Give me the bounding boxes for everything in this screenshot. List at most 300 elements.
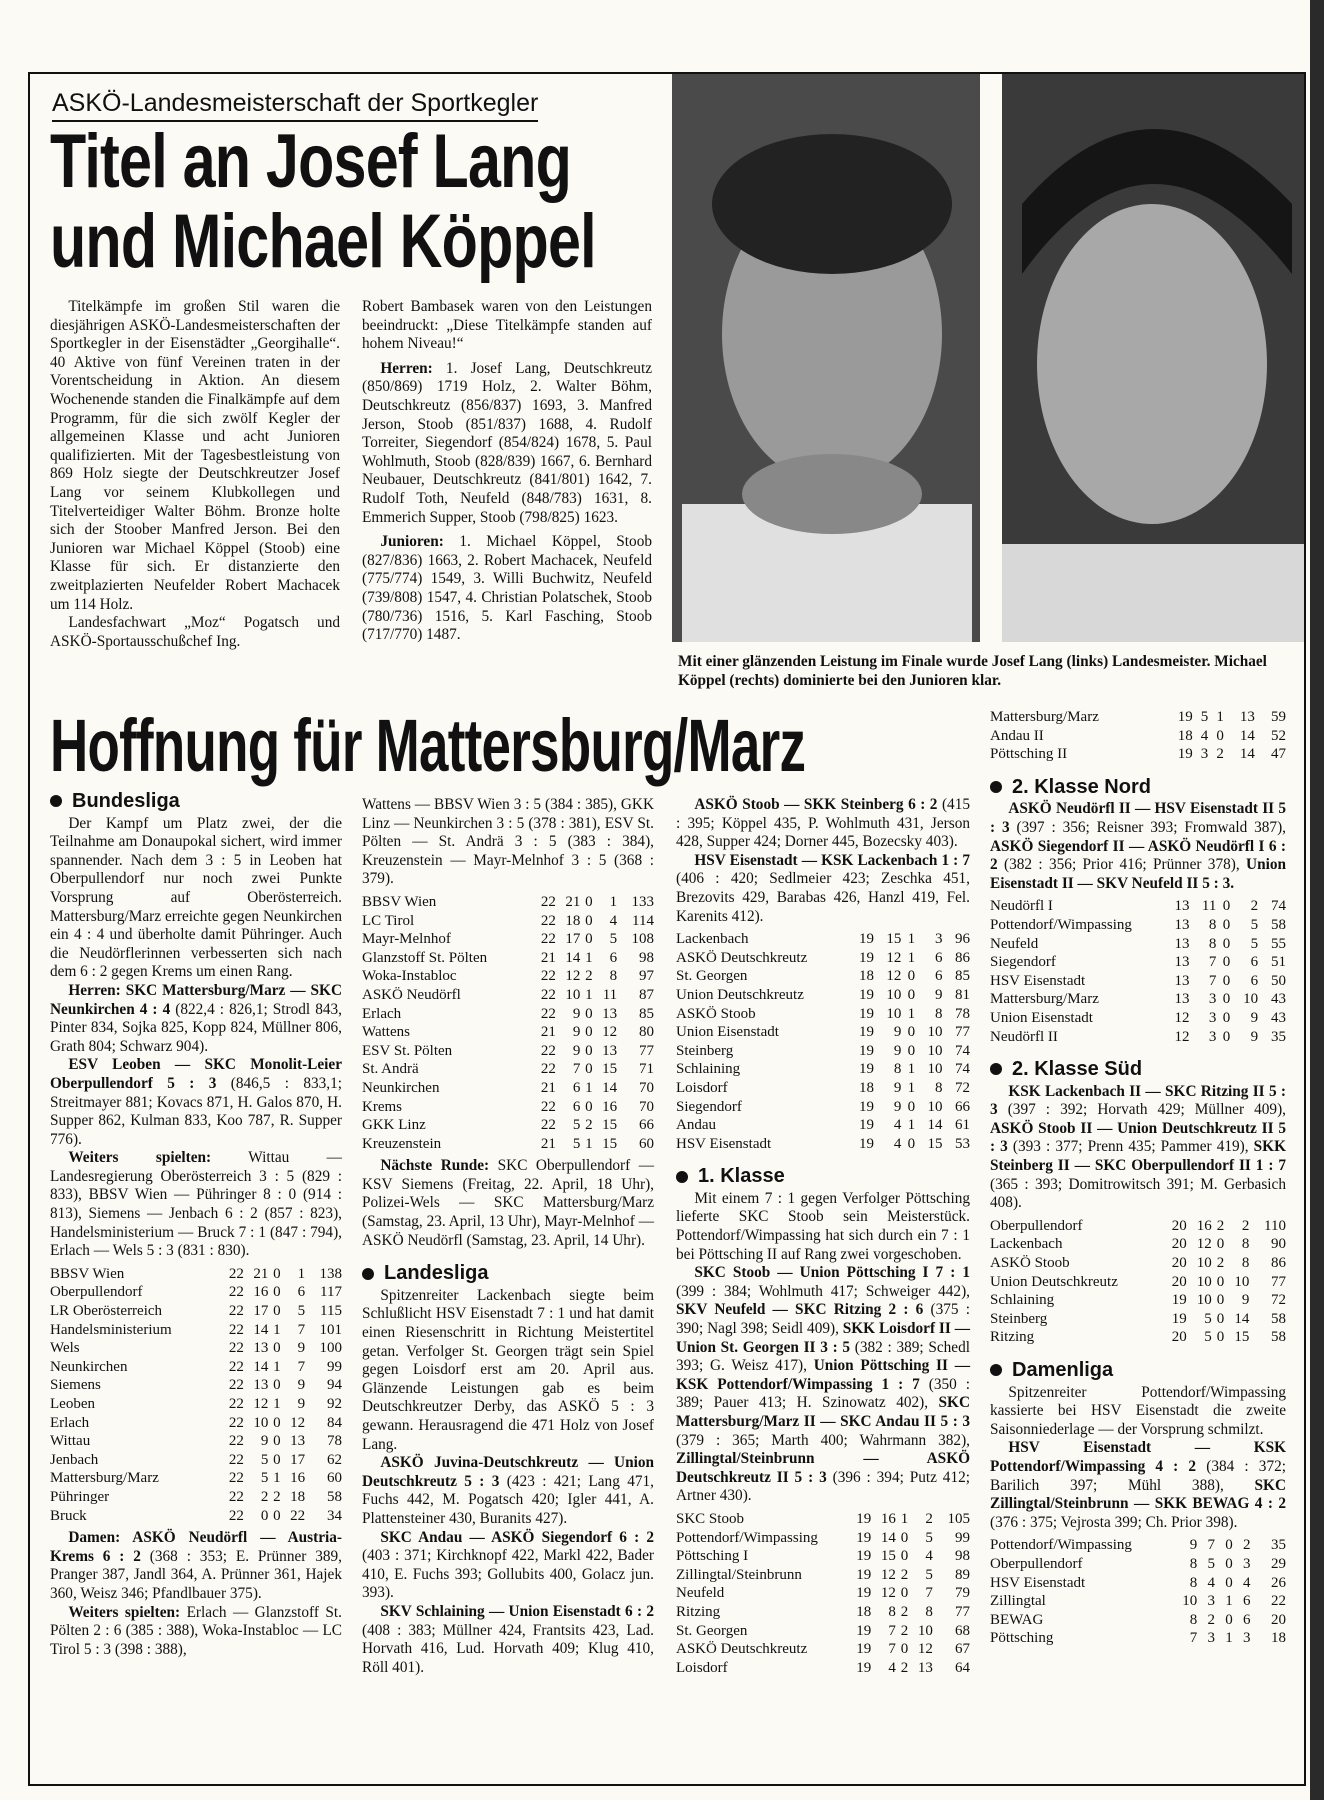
table-row <box>990 1629 1286 1648</box>
stat-cell: 18 <box>858 968 874 985</box>
team-name: Mattersburg/Marz <box>50 1470 159 1487</box>
quote-paragraph: Robert Bambasek waren von den Leistungen beeindruckt: „Diese Titelkämpfe standen auf hohem Niveau!“ <box>362 298 652 353</box>
stat-cell: 77 <box>955 1024 970 1041</box>
team-name: Neudörfl I <box>990 898 1053 915</box>
paragraph: Herren: SKC Mattersburg/Marz — SKC Neunkirchen 4 : 4 (822,4 : 826,1; Strodl 843, Pinter 834, Sojka 825, Kopp 824, Müllner 806, Grath 804; Schwarz 904). <box>50 981 342 1055</box>
stat-cell: 22 <box>540 1005 556 1022</box>
stat-cell: 13 <box>253 1377 269 1394</box>
stat-cell: 8 <box>1208 935 1217 952</box>
table-row <box>362 1098 654 1117</box>
section-2-klasse-sued: 2. Klasse Süd <box>990 1060 1286 1079</box>
stat-cell: 0 <box>1216 1310 1225 1327</box>
stat-cell: 7 <box>888 1622 896 1639</box>
bullet-icon <box>990 1063 1002 1075</box>
stat-cell: 6 <box>1242 1593 1251 1610</box>
stat-cell: 1 <box>273 1321 281 1338</box>
stat-cell: 0 <box>907 1135 916 1152</box>
stat-cell: 7 <box>1189 1630 1198 1647</box>
stat-cell: 1 <box>1225 1593 1233 1610</box>
stat-cell: 10 <box>1234 1273 1250 1290</box>
stat-cell: 12 <box>880 1566 896 1583</box>
stat-cell: 9 <box>893 1042 902 1059</box>
stat-cell: 9 <box>572 1042 581 1059</box>
stat-cell: 1 <box>1216 709 1224 725</box>
team-name: Steinberg <box>990 1310 1048 1327</box>
stat-cell: 0 <box>1222 898 1231 915</box>
team-name: ASKÖ Neudörfl <box>362 986 461 1003</box>
stat-cell: 9 <box>297 1396 306 1412</box>
stat-cell: 0 <box>907 986 916 1003</box>
table-row <box>990 897 1286 916</box>
stat-cell: 2 <box>1242 1537 1251 1554</box>
table-row <box>362 930 654 949</box>
team-name: Glanzstoff St. Pölten <box>362 949 488 966</box>
paragraph: Mit einem 7 : 1 gegen Verfolger Pöttsching lieferte SKC Stoob sein Meisterstück. Pottendorf/Wimpassing hat sich durch ein 7 : 1 bei Pöttsching II auf Rang zwei vorgeschoben. <box>676 1189 970 1263</box>
section-1-klasse: 1. Klasse <box>676 1167 970 1186</box>
stat-cell: 110 <box>1264 1217 1286 1234</box>
stat-cell: 12 <box>1174 1028 1190 1045</box>
intro-paragraph-2: Landesfachwart „Moz“ Pogatsch und ASKÖ-Sportausschußchef Ing. <box>50 614 340 650</box>
stat-cell: 22 <box>228 1303 244 1320</box>
stat-cell: 0 <box>585 1042 593 1059</box>
stat-cell: 9 <box>935 986 943 1003</box>
stat-cell: 2 <box>585 1117 593 1134</box>
stat-cell: 1 <box>273 1396 281 1412</box>
stat-cell: 15 <box>927 1135 943 1152</box>
stat-cell: 22 <box>540 1117 556 1134</box>
table-row <box>676 1023 970 1042</box>
team-name: HSV Eisenstadt <box>676 1135 772 1152</box>
stat-cell: 10 <box>1196 1292 1212 1309</box>
table-row <box>362 1060 654 1079</box>
stat-cell: 19 <box>1171 1292 1187 1309</box>
stat-cell: 4 <box>925 1548 933 1565</box>
stat-cell: 19 <box>856 1529 872 1546</box>
stat-cell: 5 <box>609 931 618 948</box>
table-row <box>990 1328 1286 1347</box>
stat-cell: 20 <box>1271 1611 1286 1628</box>
stat-cell: 0 <box>1216 1292 1225 1309</box>
stat-cell: 12 <box>880 1585 896 1602</box>
stat-cell: 22 <box>228 1284 244 1301</box>
table-row <box>50 1376 342 1395</box>
table-row <box>990 935 1286 954</box>
team-name: Neudörfl II <box>990 1028 1058 1045</box>
team-name: ASKÖ Stoob <box>676 1005 756 1022</box>
stat-cell: 12 <box>290 1414 306 1431</box>
team-name: Pottendorf/Wimpassing <box>990 1537 1132 1554</box>
stat-cell: 81 <box>955 986 970 1003</box>
stat-cell: 3 <box>1242 1555 1251 1572</box>
stat-cell: 77 <box>955 1603 970 1620</box>
paragraph: ESV Leoben — SKC Monolit-Leier Oberpullendorf 5 : 3 (846,5 : 833,1; Streitmayer 881; Kovacs 871, H. Galos 870, H. Supper 862, Kulman 833, Koo 787, R. Supper 776). <box>50 1056 343 1148</box>
stat-cell: 1 <box>1225 1630 1233 1647</box>
stat-cell: 0 <box>585 1024 593 1041</box>
stat-cell: 16 <box>602 1098 618 1115</box>
photo-caption: Mit einer glänzenden Leistung im Finale wurde Josef Lang (links) Landesmeister. Michael Köppel (rechts) dominierte bei den Junioren klar. <box>678 653 1267 689</box>
stat-cell: 20 <box>1171 1217 1187 1234</box>
stat-cell: 19 <box>856 1585 872 1602</box>
stat-cell: 29 <box>1271 1555 1286 1572</box>
stat-cell: 51 <box>1271 954 1286 971</box>
stat-cell: 8 <box>925 1603 933 1620</box>
table-row <box>676 1584 970 1603</box>
stat-cell: 10 <box>565 986 581 1003</box>
table-row <box>362 1079 654 1098</box>
stat-cell: 12 <box>917 1641 933 1658</box>
stat-cell: 34 <box>327 1507 342 1524</box>
stat-cell: 15 <box>602 1117 618 1134</box>
stat-cell: 22 <box>228 1358 244 1375</box>
table-row <box>50 1339 342 1358</box>
column-bundesliga <box>50 792 342 1659</box>
stat-cell: 15 <box>886 931 902 948</box>
stat-cell: 5 <box>572 1117 581 1134</box>
paragraph: Weiters spielten: Wittau — Landesregierung Oberösterreich 3 : 5 (829 : 833), BBSV Wien — Pühringer 8 : 0 (914 : 813), Siemens — Jenbach 6 : 2 (857 : 823), Handelsministerium — Bruck 7 : 1 (847 : 794), Erlach — Wels 5 : 3 (831 : 830). <box>50 1149 342 1260</box>
stat-cell: 19 <box>1177 746 1193 763</box>
stat-cell: 1 <box>585 1079 593 1096</box>
stat-cell: 8 <box>935 1079 943 1096</box>
stat-cell: 7 <box>1208 954 1217 971</box>
stat-cell: 22 <box>228 1451 244 1468</box>
table-row <box>990 727 1286 746</box>
stat-cell: 0 <box>273 1303 281 1320</box>
stat-cell: 19 <box>858 986 874 1003</box>
paragraph: ASKÖ Stoob — SKK Steinberg 6 : 2 (415 : 395; Köppel 435, P. Wohlmuth 431, Jerson 428, Supper 424; Dorner 445, Bozecsky 403). <box>676 796 970 851</box>
stat-cell: 9 <box>1189 1537 1198 1554</box>
stat-cell: 15 <box>880 1548 896 1565</box>
stat-cell: 9 <box>297 1377 306 1394</box>
stat-cell: 0 <box>585 1061 593 1078</box>
stat-cell: 1 <box>907 949 916 966</box>
stat-cell: 0 <box>585 893 593 910</box>
stat-cell: 8 <box>1189 1555 1198 1572</box>
stat-cell: 0 <box>1225 1537 1233 1554</box>
team-name: Kreuzenstein <box>362 1135 442 1152</box>
stat-cell: 2 <box>1241 1217 1250 1234</box>
team-name: Pühringer <box>50 1488 110 1505</box>
table-row <box>990 708 1286 727</box>
team-name: Jenbach <box>50 1451 99 1468</box>
stat-cell: 17 <box>565 931 581 948</box>
stat-cell: 1 <box>585 986 593 1003</box>
stat-cell: 35 <box>1271 1028 1286 1045</box>
stat-cell: 89 <box>955 1566 970 1583</box>
team-name: Mattersburg/Marz <box>990 991 1099 1008</box>
stat-cell: 14 <box>1239 746 1255 763</box>
stat-cell: 138 <box>319 1265 342 1282</box>
stat-cell: 2 <box>900 1603 909 1620</box>
stat-cell: 3 <box>1208 1028 1217 1045</box>
paragraph: Der Kampf um Platz zwei, der die Teilnahme am Donaupokal sichert, wird immer spannender. Nach dem 3 : 5 in Leoben hat Oberpullendorf nur noch zwei Punkte Vorsprung auf Oberösterreich. Mattersburg/Marz erreichte gegen Neunkirchen ein 4 : 4 und überholte damit Pühringer. Auch die Neudörflerinnen verbesserten sich nach dem 6 : 2 gegen Krems um einen Rang. <box>50 814 342 981</box>
paragraph: Spitzenreiter Lackenbach siegte beim Schlußlicht HSV Eisenstadt 7 : 1 und hat damit einen Riesenschritt in Richtung Meistertitel getan. Verfolger St. Georgen trägt sein Spiel gegen Loisdorf erst am 20. April aus. Glänzende Leistungen gab es beim Deutschkreutzer Derby, das ASKÖ 5 : 3 gewann. Herausragend die 471 Holz von Josef Lang. <box>362 1286 654 1453</box>
stat-cell: 71 <box>639 1061 654 1078</box>
table-row <box>50 1451 342 1470</box>
table-row <box>990 972 1286 991</box>
stat-cell: 9 <box>893 1079 902 1096</box>
stat-cell: 16 <box>253 1284 269 1301</box>
stat-cell: 1 <box>273 1470 281 1487</box>
stat-cell: 22 <box>228 1396 244 1412</box>
stat-cell: 6 <box>1250 972 1259 989</box>
stat-cell: 4 <box>888 1659 896 1676</box>
stat-cell: 12 <box>1196 1236 1212 1253</box>
team-name: BBSV Wien <box>50 1265 125 1282</box>
stat-cell: 1 <box>907 1079 916 1096</box>
team-name: Union Deutschkreutz <box>990 1273 1118 1290</box>
stat-cell: 4 <box>893 1117 902 1134</box>
section-2-klasse-nord: 2. Klasse Nord <box>990 778 1286 797</box>
stat-cell: 1 <box>907 1061 916 1078</box>
column-bundesliga-damen <box>362 796 654 1677</box>
intro-paragraph: Titelkämpfe im großen Stil waren die diesjährigen ASKÖ-Landesmeisterschaften der Sportkegler in der Eisenstädter „Georgihalle“. 40 Aktive von fünf Vereinen traten in der Vorentscheidung in Aktion. An diesem Wochenende standen die Finalkämpfe auf dem Programm, für die sich zwölf Kegler der allgemeinen Klasse und acht Junioren qualifizierten. Mit der Tagesbestleistung von 869 Holz siegte der Deutschkreutzer Josef Lang vor seinem Klubkollegen und Titelverteidiger Walter Böhm. Bronze holte sich der Stoober Manfred Jerson. Bei den Junioren war Michael Köppel (Stoob) eine Klasse für sich. Er distanzierte den zweitplazierten Neufelder Robert Machacek um 114 Holz. <box>50 298 340 613</box>
stat-cell: 62 <box>327 1451 342 1468</box>
stat-cell: 22 <box>228 1470 244 1487</box>
stat-cell: 43 <box>1271 991 1286 1008</box>
team-name: Oberpullendorf <box>990 1217 1083 1234</box>
stat-cell: 2 <box>585 968 593 985</box>
stat-cell: 19 <box>858 1061 874 1078</box>
stat-cell: 114 <box>632 912 654 929</box>
stat-cell: 0 <box>1222 916 1231 933</box>
table-row <box>676 1603 970 1622</box>
team-name: Oberpullendorf <box>990 1555 1083 1572</box>
stat-cell: 77 <box>639 1042 654 1059</box>
table-row <box>990 953 1286 972</box>
stat-cell: 1 <box>907 1005 916 1022</box>
table-row <box>676 967 970 986</box>
table-row <box>990 1028 1286 1047</box>
paragraph: ASKÖ Juvina-Deutschkreutz — Union Deutschkreutz 5 : 3 (423 : 421; Lang 471, Fuchs 442, M. Pogatsch 420; Igler 441, A. Plattensteiner 430, Buranits 427). <box>362 1454 654 1527</box>
team-name: Neufeld <box>990 935 1039 952</box>
stat-cell: 0 <box>1225 1611 1233 1628</box>
article-col-2 <box>362 298 652 645</box>
stat-cell: 0 <box>907 968 916 985</box>
stat-cell: 10 <box>1196 1273 1212 1290</box>
stat-cell: 0 <box>585 931 593 948</box>
table-row <box>990 1611 1286 1630</box>
stat-cell: 16 <box>880 1510 896 1527</box>
stat-cell: 4 <box>893 1135 902 1152</box>
stat-cell: 5 <box>1250 916 1259 933</box>
stat-cell: 19 <box>858 1005 874 1022</box>
paragraph: SKC Stoob — Union Pöttsching I 7 : 1 (399 : 384; Wohlmuth 417; Schweiger 442), SKV Neufeld — SKC Ritzing 2 : 6 (375 : 390; Nagl 398; Seidl 409), SKK Loisdorf II — Union St. Georgen II 3 : 5 (382 : 389; Schedl 393; G. Weisz 417), Union Pöttsching II — KSK Pottendorf/Wimpassing 1 : 7 (350 : 389; Pauer 413; H. Szinowatz 402), SKC Mattersburg/Marz II — SKC Andau II 5 : 3 (379 : 365; Marth 400; Wahrmann 382), Zillingtal/Steinbrunn — ASKÖ Deutschkreutz II 5 : 3 (396 : 394; Putz 412; Artner 430). <box>676 1264 971 1505</box>
stat-cell: 8 <box>935 1005 943 1022</box>
stat-cell: 14 <box>927 1117 943 1134</box>
stat-cell: 10 <box>927 1061 943 1078</box>
stat-cell: 3 <box>1208 991 1217 1008</box>
stat-cell: 43 <box>1271 1009 1286 1026</box>
table-row <box>50 1488 342 1507</box>
table-row <box>50 1321 342 1340</box>
stat-cell: 14 <box>602 1079 618 1096</box>
team-name: Union Eisenstadt <box>990 1009 1093 1026</box>
stat-cell: 0 <box>900 1585 909 1602</box>
stat-cell: 9 <box>893 1098 902 1115</box>
stat-cell: 9 <box>893 1024 902 1041</box>
stat-cell: 96 <box>955 931 970 948</box>
paragraph: ASKÖ Neudörfl II — HSV Eisenstadt II 5 : 3 (397 : 356; Reisner 393; Fromwald 387), ASKÖ Siegendorf II — ASKÖ Neudörfl I 6 : 2 (382 : 356; Prior 416; Prünner 378), Union Eisenstadt II — SKV Neufeld II 5 : 3. <box>990 800 1286 892</box>
stat-cell: 14 <box>253 1321 269 1338</box>
stat-cell: 22 <box>290 1507 306 1524</box>
stat-cell: 5 <box>260 1470 269 1487</box>
table-row <box>676 1060 970 1079</box>
stat-cell: 19 <box>858 1135 874 1152</box>
team-name: Zillingtal/Steinbrunn <box>676 1566 802 1583</box>
stat-cell: 20 <box>1171 1255 1187 1272</box>
stat-cell: 0 <box>900 1529 909 1546</box>
stat-cell: 0 <box>273 1451 281 1468</box>
stat-cell: 22 <box>228 1377 244 1394</box>
stat-cell: 115 <box>320 1303 342 1320</box>
stat-cell: 99 <box>327 1358 342 1375</box>
stat-cell: 9 <box>1241 1292 1250 1309</box>
table-row <box>990 1592 1286 1611</box>
stat-cell: 19 <box>1171 1310 1187 1327</box>
stat-cell: 22 <box>228 1488 244 1505</box>
stat-cell: 19 <box>856 1548 872 1565</box>
team-name: Oberpullendorf <box>50 1284 143 1301</box>
stat-cell: 7 <box>297 1321 306 1338</box>
stat-cell: 14 <box>880 1529 896 1546</box>
team-name: SKC Stoob <box>676 1510 744 1527</box>
stat-cell: 20 <box>1171 1273 1187 1290</box>
stat-cell: 0 <box>273 1433 281 1450</box>
stat-cell: 2 <box>1216 1255 1225 1272</box>
stat-cell: 58 <box>1271 1329 1286 1346</box>
stat-cell: 0 <box>585 1098 593 1115</box>
stat-cell: 6 <box>572 1098 581 1115</box>
stat-cell: 108 <box>631 931 654 948</box>
stat-cell: 26 <box>1271 1574 1286 1591</box>
stat-cell: 66 <box>639 1117 654 1134</box>
table-row <box>990 745 1286 764</box>
table-row <box>50 1265 342 1284</box>
stat-cell: 8 <box>1208 916 1217 933</box>
stat-cell: 5 <box>1204 1310 1212 1327</box>
stat-cell: 77 <box>1271 1273 1286 1290</box>
stat-cell: 1 <box>297 1265 306 1282</box>
paragraph: HSV Eisenstadt — KSK Pottendorf/Wimpassing 4 : 2 (384 : 372; Barilich 397; Mühl 388), SKC Zillingtal/Steinbrunn — SKK BEWAG 4 : 2 (376 : 375; Vejrosta 399; Ch. Prior 398). <box>990 1439 1286 1531</box>
stat-cell: 0 <box>1222 1028 1231 1045</box>
stat-cell: 5 <box>297 1303 306 1320</box>
team-name: St. Georgen <box>676 1622 748 1639</box>
portrait-right-image <box>1002 74 1304 642</box>
paragraph: Damen: ASKÖ Neudörfl — Austria-Krems 6 : 2 (368 : 353; E. Prünner 389, Pranger 387, Jandl 364, A. Prünner 361, Hajek 360, Weisz 346; Pfandlbauer 375). <box>50 1529 342 1602</box>
table-row <box>362 912 654 931</box>
team-name: Neunkirchen <box>50 1358 128 1375</box>
stat-cell: 22 <box>540 968 556 985</box>
team-name: Neunkirchen <box>362 1079 440 1096</box>
stat-cell: 22 <box>228 1265 244 1282</box>
stat-cell: 1 <box>585 1135 593 1152</box>
table-row <box>362 1042 654 1061</box>
stat-cell: 58 <box>1271 916 1286 933</box>
team-name: GKK Linz <box>362 1117 426 1134</box>
table-row <box>676 1547 970 1566</box>
team-name: Pöttsching II <box>990 746 1068 763</box>
stat-cell: 98 <box>955 1548 970 1565</box>
stat-cell: 4 <box>1207 1574 1215 1591</box>
table-row <box>50 1432 342 1451</box>
stat-cell: 11 <box>602 986 618 1003</box>
team-name: Mattersburg/Marz <box>990 709 1099 725</box>
herren-results: Herren: 1. Josef Lang, Deutschkreutz (850/869) 1719 Holz, 2. Walter Böhm, Deutschkreutz (856/837) 1693, 3. Manfred Jerson, Stoob (851/837) 1688, 4. Rudolf Torreiter, Siegendorf (854/824) 1678, 5. Paul Wohlmuth, Stoob (828/839) 1667, 6. Bernhard Neubauer, Deutschkreutz (841/801) 1642, 7. Rudolf Toth, Neufeld (848/783) 1631, 8. Emmerich Supper, Stoob (798/825) 1623. <box>362 359 652 526</box>
table-row <box>362 893 654 912</box>
stat-cell: 14 <box>1239 727 1255 744</box>
stat-cell: 11 <box>1201 898 1217 915</box>
table-row <box>362 1023 654 1042</box>
table-row <box>676 1135 970 1154</box>
bullet-icon <box>990 1364 1002 1376</box>
stat-cell: 0 <box>273 1507 281 1524</box>
stat-cell: 117 <box>320 1284 342 1301</box>
team-name: Loisdorf <box>676 1659 728 1676</box>
stat-cell: 9 <box>260 1433 269 1450</box>
team-name: ASKÖ Stoob <box>990 1255 1070 1272</box>
standings-table <box>50 1265 342 1525</box>
stat-cell: 72 <box>955 1079 970 1096</box>
section-damenliga: Damenliga <box>990 1361 1286 1380</box>
table-row <box>676 1079 970 1098</box>
stat-cell: 22 <box>540 931 556 948</box>
table-row <box>990 916 1286 935</box>
stat-cell: 0 <box>1216 1273 1225 1290</box>
team-name: Union Eisenstadt <box>676 1024 779 1041</box>
stat-cell: 72 <box>1271 1292 1286 1309</box>
team-name: Woka-Instabloc <box>362 968 457 985</box>
stat-cell: 0 <box>1225 1555 1233 1572</box>
stat-cell: 2 <box>900 1622 909 1639</box>
stat-cell: 7 <box>925 1585 933 1602</box>
stat-cell: 74 <box>1271 898 1286 915</box>
column-2-klasse <box>990 708 1286 1652</box>
stat-cell: 21 <box>540 1024 556 1041</box>
table-row <box>362 986 654 1005</box>
table-row <box>50 1358 342 1377</box>
stat-cell: 22 <box>228 1321 244 1338</box>
table-row <box>676 1566 970 1585</box>
table-row <box>990 1574 1286 1593</box>
stat-cell: 15 <box>602 1061 618 1078</box>
stat-cell: 5 <box>260 1451 269 1468</box>
stat-cell: 1 <box>609 893 618 910</box>
bullet-icon <box>676 1171 688 1183</box>
table-row <box>50 1469 342 1488</box>
team-name: Ritzing <box>990 1329 1035 1346</box>
team-name: Steinberg <box>676 1042 734 1059</box>
stat-cell: 3 <box>1200 746 1209 763</box>
headline-mattersburg: Hoffnung für Mattersburg/Marz <box>50 704 806 787</box>
team-name: Loisdorf <box>676 1079 728 1096</box>
team-name: Siemens <box>50 1377 101 1394</box>
stat-cell: 12 <box>602 1024 618 1041</box>
stat-cell: 97 <box>639 968 654 985</box>
stat-cell: 0 <box>273 1284 281 1301</box>
table-row <box>990 1235 1286 1254</box>
team-name: Erlach <box>50 1414 90 1431</box>
team-name: St. Georgen <box>676 968 748 985</box>
stat-cell: 5 <box>1250 935 1259 952</box>
stat-cell: 8 <box>893 1061 902 1078</box>
stat-cell: 3 <box>1207 1630 1215 1647</box>
paragraph: Wattens — BBSV Wien 3 : 5 (384 : 385), GKK Linz — Neunkirchen 3 : 5 (378 : 381), ESV St. Pölten — St. Andrä 3 : 5 (383 : 384), Kreuzenstein — Mayr-Melnhof 3 : 5 (368 : 379). <box>362 796 654 888</box>
stat-cell: 20 <box>1171 1236 1187 1253</box>
stat-cell: 4 <box>609 912 618 929</box>
standings-table <box>362 893 654 1153</box>
table-row <box>676 1622 970 1641</box>
stat-cell: 10 <box>927 1042 943 1059</box>
